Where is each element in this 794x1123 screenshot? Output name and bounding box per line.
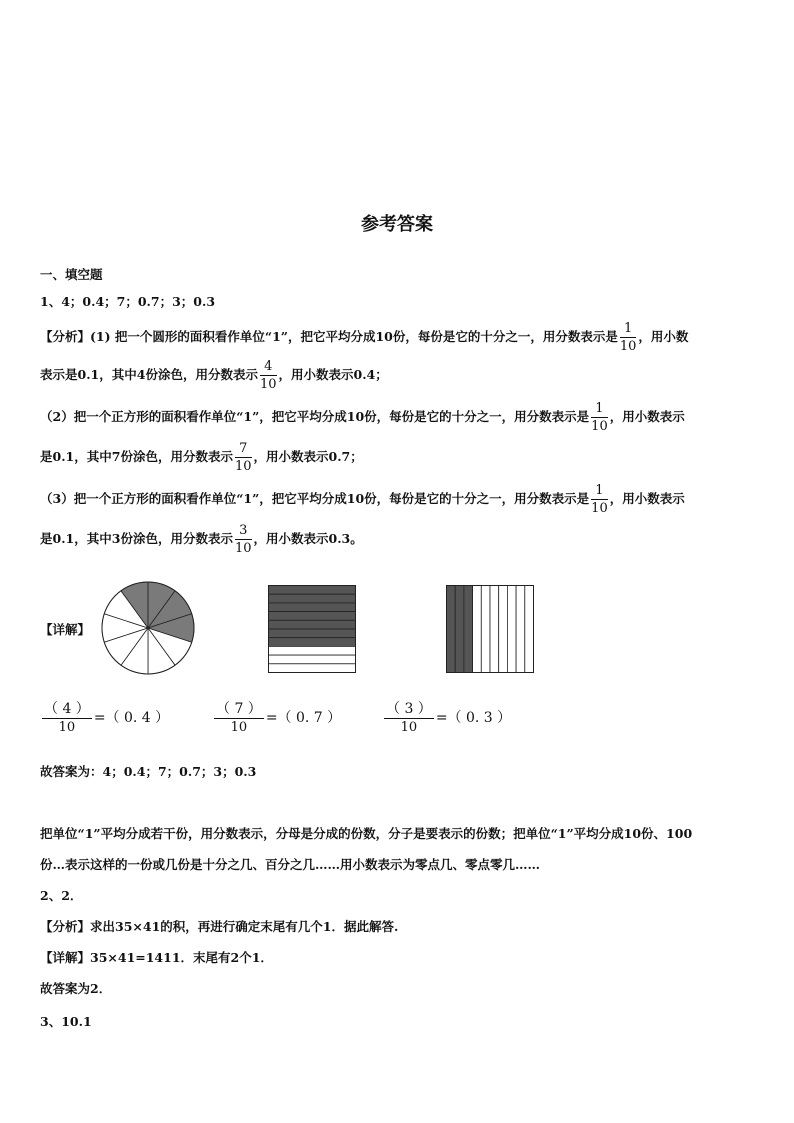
equation-1: $\frac{( 4 )}{10}$ =（ 0. 4 ） xyxy=(44,701,170,735)
horizontal-strip xyxy=(269,629,356,638)
q2-analysis: 【分析】求出35×41的积，再进行确定末尾有几个1．据此解答. xyxy=(40,919,399,934)
q2-final-answer: 故答案为2． xyxy=(40,981,112,996)
circle-tenths-figure xyxy=(100,580,196,676)
equation-2: $\frac{( 7 )}{10}$ =（ 0. 7 ） xyxy=(216,701,342,735)
q1-analysis-line1: 【分析】(1) 把一个圆形的面积看作单位“1”，把它平均分成10份，每份是它的十分之一，用分数表示是 $\frac{1}{10}$ ，用小数 xyxy=(40,321,689,354)
vertical-strip xyxy=(490,586,499,673)
horizontal-strip xyxy=(269,594,356,603)
q1-note-line2: 份…表示这样的一份或几份是十分之几、百分之几……用小数表示为零点几、零点零几…… xyxy=(40,857,541,872)
fraction-one-tenth: $\frac{1}{10}$ xyxy=(619,321,637,354)
q1-detail-label: 【详解】 xyxy=(40,622,91,637)
q1-analysis-line2: 表示是0.1，其中4份涂色，用分数表示 $\frac{4}{10}$ ，用小数表示0.4； xyxy=(40,359,388,392)
fraction-one-tenth: $\frac{1}{10}$ xyxy=(591,483,608,516)
fraction-seven-tenths: $\frac{7}{10}$ xyxy=(234,441,252,474)
vertical-strip xyxy=(516,586,525,673)
q2-detail: 【详解】35×41=1411．末尾有2个1． xyxy=(40,950,273,965)
horizontal-strip xyxy=(269,620,356,629)
vertical-strip xyxy=(455,586,464,673)
fraction-three-tenths: $\frac{3}{10}$ xyxy=(234,523,252,556)
vertical-strip xyxy=(499,586,508,673)
section-heading: 一、填空题 xyxy=(40,267,103,282)
horizontal-strip xyxy=(269,655,356,664)
q2-answer: 2、2． xyxy=(40,888,83,903)
vertical-strip xyxy=(464,586,473,673)
q1-analysis-line3: （2）把一个正方形的面积看作单位“1”，把它平均分成10份，每份是它的十分之一，用分数表示是 $\frac{1}{10}$ ，用小数表示 xyxy=(40,401,685,434)
q1-note-line1: 把单位“1”平均分成若干份，用分数表示，分母是分成的份数，分子是要表示的份数；把单位“1”平均分成10份、100 xyxy=(40,826,693,841)
q1-analysis-line5: （3）把一个正方形的面积看作单位“1”，把它平均分成10份，每份是它的十分之一，用分数表示是 $\frac{1}{10}$ ，用小数表示 xyxy=(40,483,685,516)
fraction-four-tenths: $\frac{4}{10}$ xyxy=(259,359,277,392)
horizontal-strip xyxy=(269,586,356,595)
q1-analysis-line4: 是0.1，其中7份涂色，用分数表示 $\frac{7}{10}$ ，用小数表示0.7； xyxy=(40,441,363,474)
horizontal-strips xyxy=(269,586,356,673)
vertical-strips xyxy=(447,586,534,673)
horizontal-strip xyxy=(269,603,356,612)
vertical-strip xyxy=(481,586,490,673)
q3-answer: 3、10.1 xyxy=(40,1014,92,1029)
vertical-strip xyxy=(473,586,482,673)
q1-final-answer: 故答案为：4；0.4；7；0.7；3；0.3 xyxy=(40,764,257,779)
horizontal-strip xyxy=(269,612,356,621)
page-title: 参考答案 xyxy=(361,214,433,235)
horizontal-strip xyxy=(269,646,356,655)
square-vertical-tenths-figure xyxy=(446,585,534,673)
q1-answer: 1、4；0.4；7；0.7；3；0.3 xyxy=(40,294,216,309)
q1-analysis-line6: 是0.1，其中3份涂色，用分数表示 $\frac{3}{10}$ ，用小数表示0.3。 xyxy=(40,523,363,556)
fraction-one-tenth: $\frac{1}{10}$ xyxy=(591,401,608,434)
horizontal-strip xyxy=(269,664,356,673)
vertical-strip xyxy=(447,586,456,673)
vertical-strip xyxy=(507,586,516,673)
square-horizontal-tenths-figure xyxy=(268,585,356,673)
vertical-strip xyxy=(525,586,534,673)
horizontal-strip xyxy=(269,638,356,647)
equation-3: $\frac{( 3 )}{10}$ =（ 0. 3 ） xyxy=(386,701,512,735)
